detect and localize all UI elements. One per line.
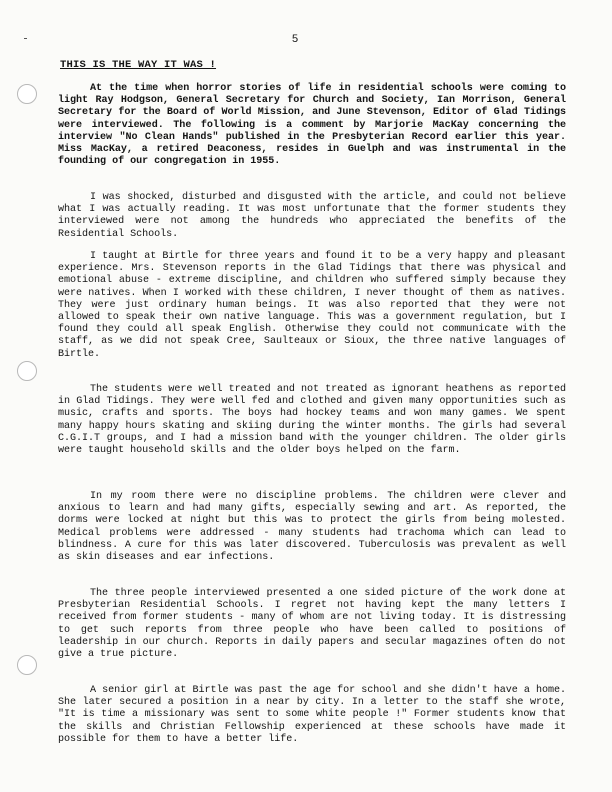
binder-hole-middle bbox=[17, 361, 37, 381]
article-heading: THIS IS THE WAY IT WAS ! bbox=[60, 59, 217, 71]
paragraph-2: I was shocked, disturbed and disgusted with the article, and could not believe what I was actually reading. It was most unfortunate that the former students they interviewed were not among the hundreds who appreciated the benefits of the Residential Schools. bbox=[58, 192, 566, 240]
page-number: 5 bbox=[291, 34, 299, 46]
paragraph-7: A senior girl at Birtle was past the age for school and she didn't have a home. She later secured a position in a near by city. In a letter to the staff she wrote, "It is time a missionary was sent to some white people !" Former students know that the skills and Christian Fellowship experienced at these schools have made it possible for them to have a better life. bbox=[58, 685, 566, 745]
paragraph-3: I taught at Birtle for three years and found it to be a very happy and pleasant experience. Mrs. Stevenson reports in the Glad Tidings that there was physical and emotional abuse - extreme discipline, and children who suffered simply because they were natives. When I worked with these children, I never thought of them as natives. They were just ordinary human beings. It was also reported that they were not allowed to speak their own native language. This was a government regulation, but I found they could all speak English. Otherwise they could not communicate with the staff, as we did not speak Cree, Saulteaux or Sioux, the three native languages of Birtle. bbox=[58, 251, 566, 360]
binder-hole-bottom bbox=[17, 655, 37, 675]
paragraph-5: In my room there were no discipline problems. The children were clever and anxious to learn and had many gifts, especially sewing and art. As reported, the dorms were locked at night but this was to protect the girls from being molested. Medical problems were addressed - many students had trachoma which can lead to blindness. A cure for this was later discovered. Tuberculosis was prevalent as well as skin diseases and ear infections. bbox=[58, 491, 566, 564]
paragraph-6: The three people interviewed presented a one sided picture of the work done at Presbyterian Residential Schools. I regret not having kept the many letters I received from former students - many of whom are not living today. It is distressing to get such reports from three people who have been called to positions of leadership in our church. Reports in daily papers and secular magazines often do not give a true picture. bbox=[58, 588, 566, 661]
paragraph-4: The students were well treated and not treated as ignorant heathens as reported in Glad Tidings. They were well fed and clothed and given many opportunities such as music, crafts and sports. The boys had hockey teams and won many games. We spent many happy hours skating and skiing during the winter months. The girls had several C.G.I.T groups, and I had a mission band with the younger children. The older girls were taught household skills and the older boys helped on the farm. bbox=[58, 384, 566, 457]
binder-hole-top bbox=[17, 84, 37, 104]
paragraph-intro: At the time when horror stories of life in residential schools were coming to light Ray Hodgson, General Secretary for Church and Society, Ian Morrison, General Secretary for the Board of World Mission, and June Stevenson, Editor of Glad Tidings were interviewed. The following is a comment by Marjorie MacKay concerning the interview "No Clean Hands" published in the Presbyterian Record earlier this year. Miss MacKay, a retired Deaconess, resides in Guelph and was instrumental in the founding of our congregation in 1955. bbox=[58, 83, 566, 168]
scan-mark bbox=[24, 38, 27, 39]
